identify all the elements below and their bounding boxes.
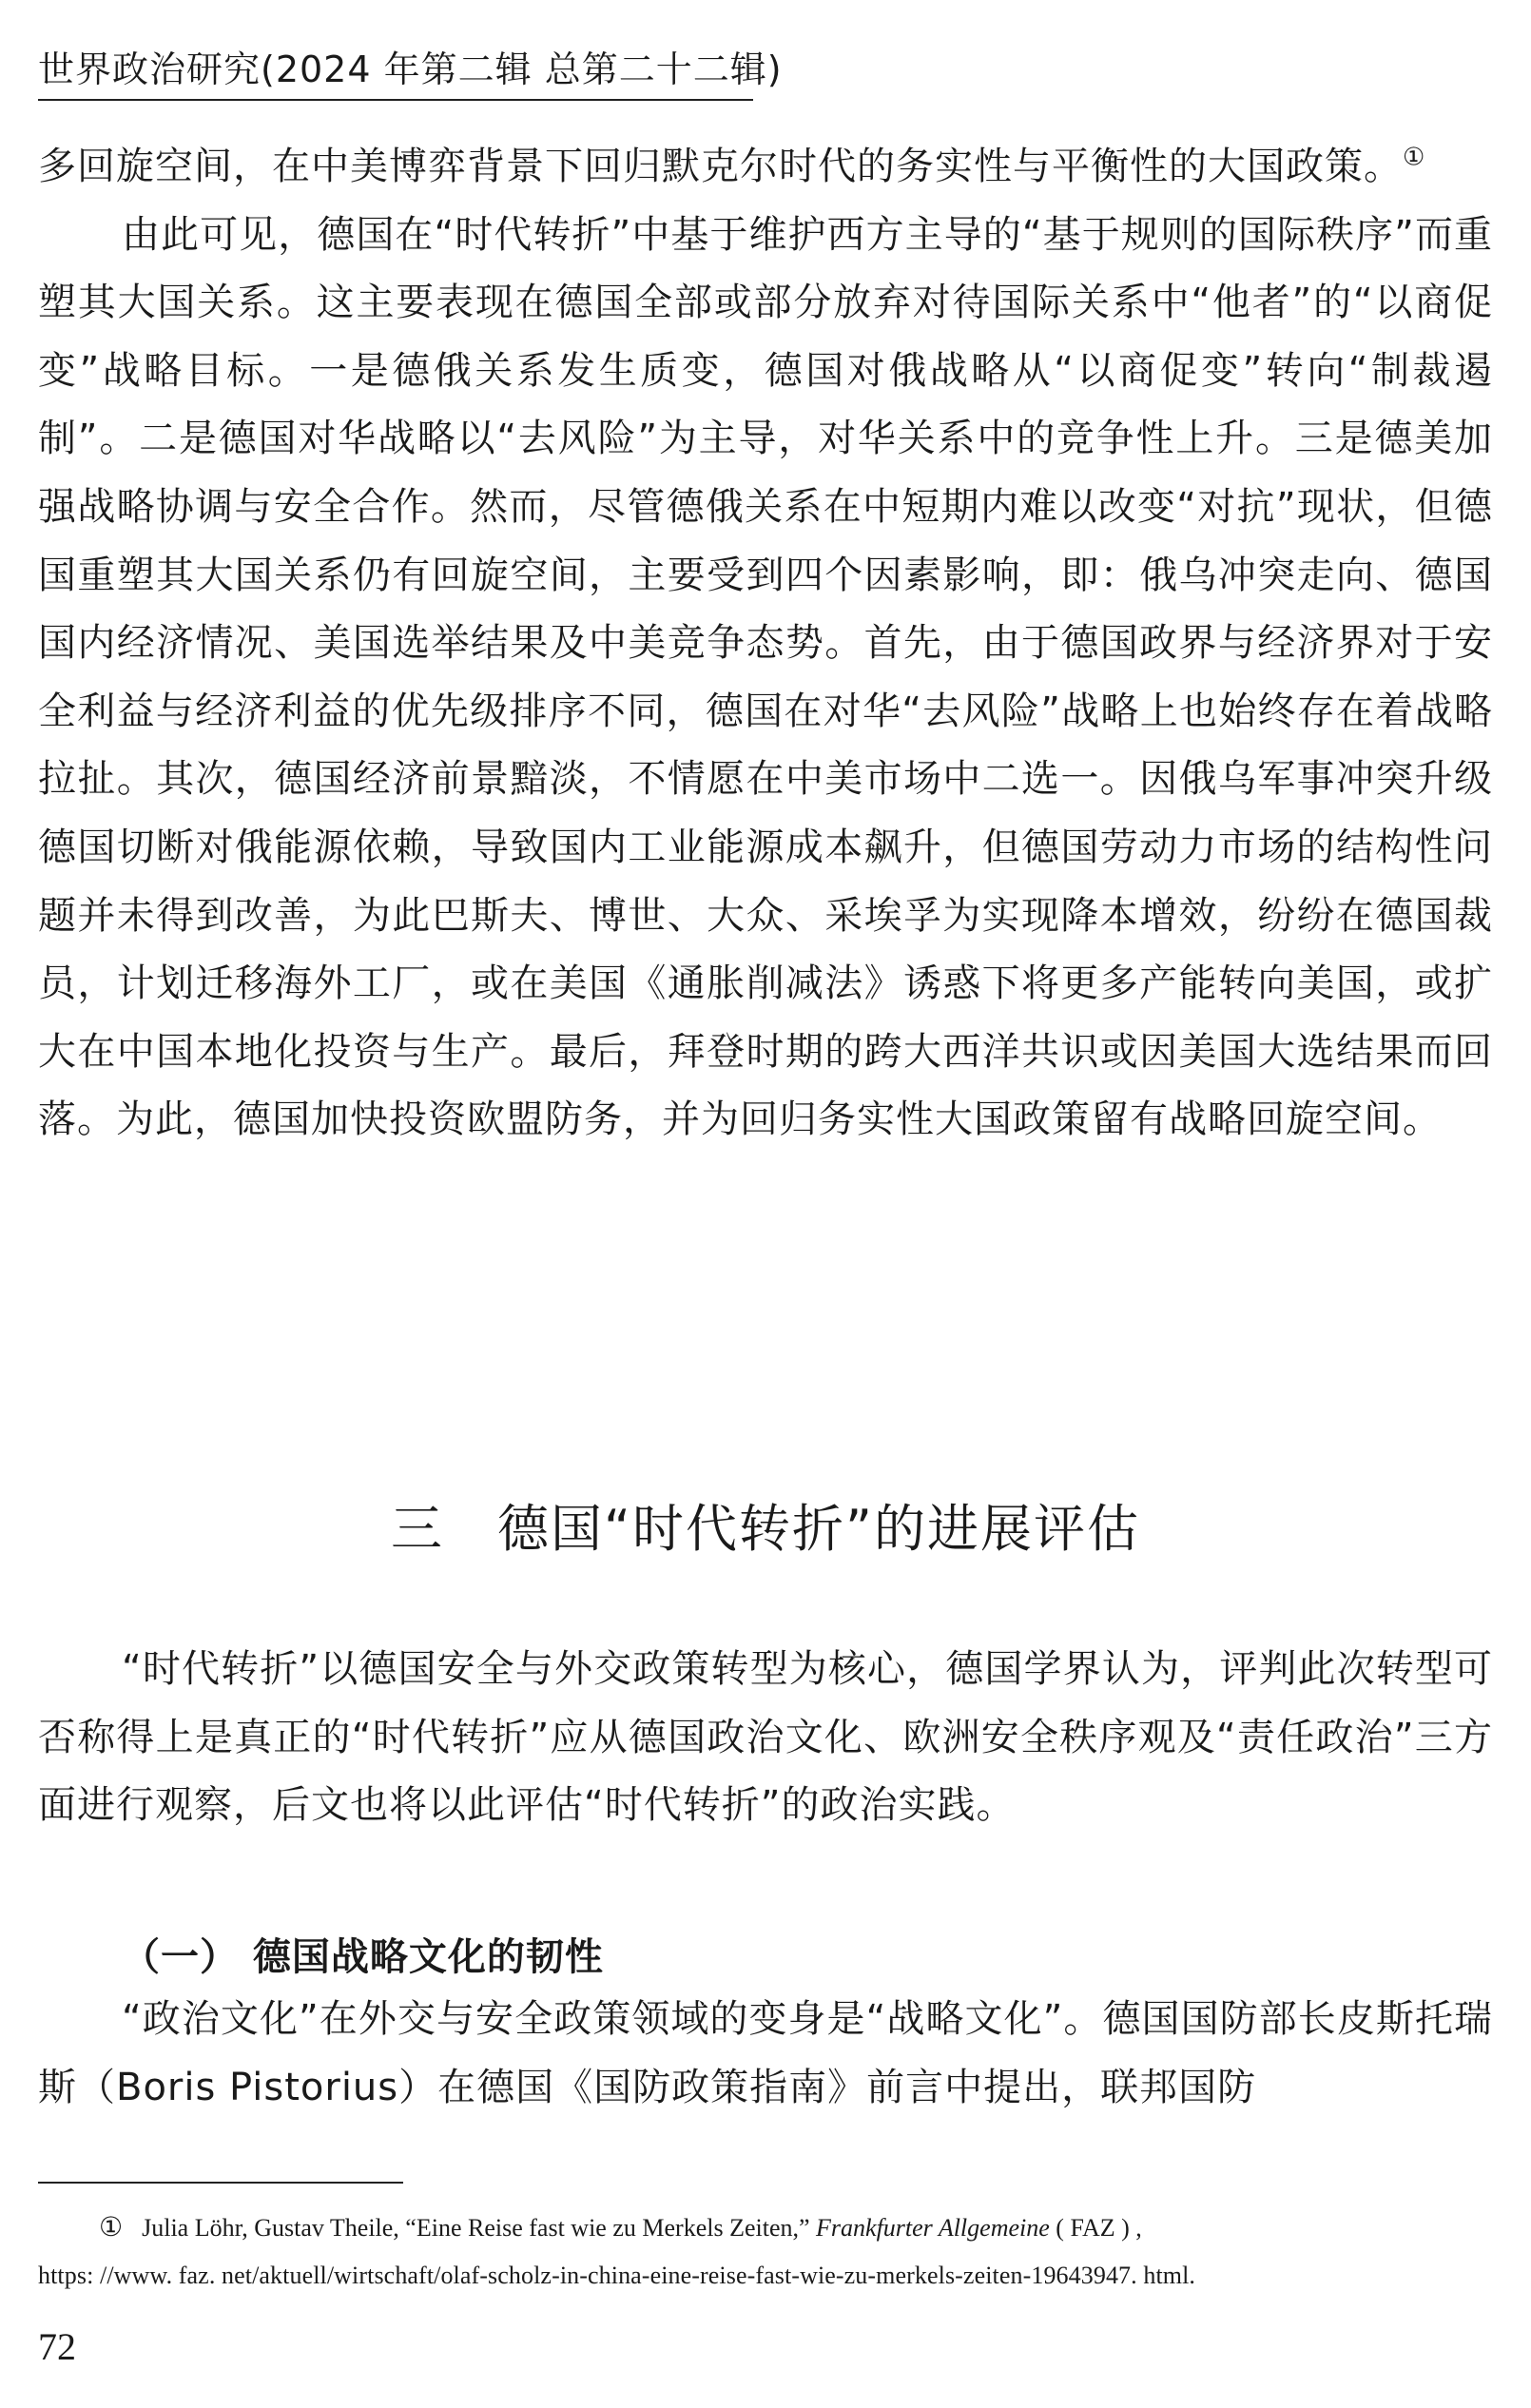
paragraph-text: 多回旋空间，在中美博弈背景下回归默克尔时代的务实性与平衡性的大国政策。 [38,145,1403,188]
footnote-mark: ① [99,2213,124,2243]
paragraph: “政治文化”在外交与安全政策领域的变身是“战略文化”。德国国防部长皮斯托瑞斯（Boris Pistorius）在德国《国防政策指南》前言中提出，联邦国防 [38,1997,1493,2109]
body-text-block-2 [38,1636,1493,1840]
footnote-reference[interactable]: ① [1403,143,1426,172]
subsection-heading: （一） 德国战略文化的韧性 [122,1935,604,1979]
paragraph: 由此可见，德国在“时代转折”中基于维护西方主导的“基于规则的国际秩序”而重塑其大国关系。这主要表现在德国全部或部分放弃对待国际关系中“他者”的“以商促变”战略目标。一是德俄关系发生质变，德国对俄战略从“以商促变”转向“制裁遏制”。二是德国对华战略以“去风险”为主导，对华关系中的竞争性上升。三是德美加强战略协调与安全合作。然而，尽管德俄关系在中短期内难以改变“对抗”现状，但德国重塑其大国关系仍有回旋空间，主要受到四个因素影响，即：俄乌冲突走向、德国国内经济情况、美国选举结果及中美竞争态势。首先，由于德国政界与经济界对于安全利益与经济利益的优先级排序不同，德国在对华“去风险”战略上也始终存在着战略拉扯。其次，德国经济前景黯淡，不情愿在中美市场中二选一。因俄乌军事冲突升级德国切断对俄能源依赖，导致国内工业能源成本飙升，但德国劳动力市场的结构性问题并未得到改善，为此巴斯夫、博世、大众、采埃孚为实现降本增效，纷纷在德国裁员，计划迁移海外工厂，或在美国《通胀削减法》诱惑下将更多产能转向美国，或扩大在中国本地化投资与生产。最后，拜登时期的跨大西洋共识或因美国大选结果而回落。为此，德国加快投资欧盟防务，并为回归务实性大国政策留有战略回旋空间。 [38,212,1493,1142]
page-number: 72 [38,2325,76,2368]
paragraph-continued [38,133,1493,202]
section-title-text: 德国“时代转折”的进展评估 [497,1499,1140,1559]
running-header: 世界政治研究(2024 年第二辑 总第二十二辑) [38,49,783,90]
header-divider [38,99,753,101]
footnote-authors: Julia Löhr, Gustav Theile, “Eine Reise fast wie zu Merkels Zeiten,” [142,2214,817,2242]
paragraph: “时代转折”以德国安全与外交政策转型为核心，德国学界认为，评判此次转型可否称得上是真正的“时代转折”应从德国政治文化、欧洲安全秩序观及“责任政治”三方面进行观察，后文也将以此评估“时代转折”的政治实践。 [38,1647,1493,1828]
footnote [38,2204,1493,2300]
body-text-block-1 [38,133,1493,1155]
body-text-block-3 [38,1986,1493,2122]
section-heading [0,1488,1531,1562]
footnote-abbr: ( FAZ ) , [1049,2214,1142,2242]
footnote-divider [38,2182,403,2184]
section-number: 三 [391,1499,445,1559]
footnote-url-link[interactable]: https: //www. faz. net/aktuell/wirtschaft/olaf-scholz-in-china-eine-reise-fast-wie-zu-merkels-zeiten-19643947. html. [38,2262,1196,2289]
footnote-journal: Frankfurter Allgemeine [816,2214,1050,2242]
